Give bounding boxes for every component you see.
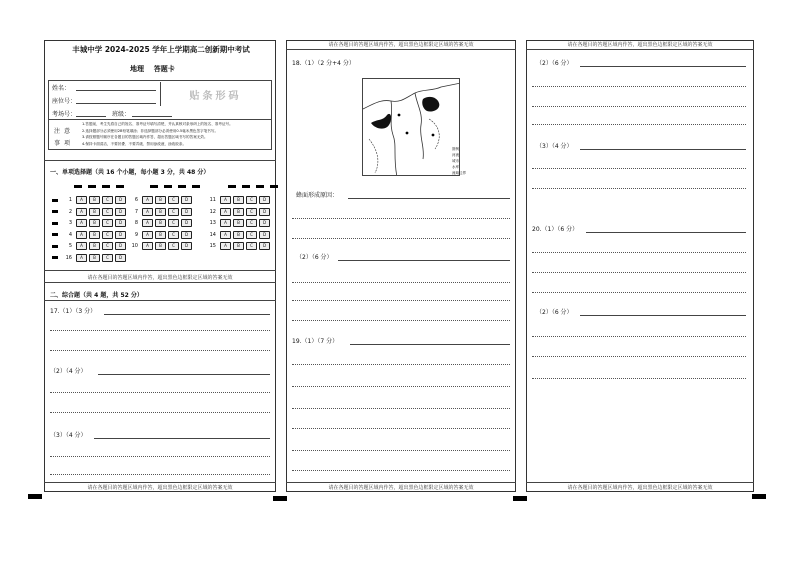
answer-bubble-d[interactable]: D (115, 254, 126, 262)
legend-title: 图例 (452, 147, 459, 151)
mc-question-row (52, 196, 128, 204)
answer-bubble-d[interactable]: D (181, 242, 192, 250)
row-mark (52, 222, 58, 225)
mc-question-row (206, 231, 272, 239)
legend-item: 城市 (452, 159, 459, 163)
answer-line[interactable] (292, 408, 510, 409)
answer-bubble-b[interactable]: B (155, 242, 166, 250)
answer-line[interactable] (292, 428, 510, 429)
answer-bubble-d[interactable]: D (115, 219, 126, 227)
barcode-area (160, 82, 270, 106)
card-name: 答题卡 (153, 65, 175, 73)
q18-cause-line (348, 198, 510, 199)
answer-bubble-a[interactable]: A (142, 196, 153, 204)
header-mark (116, 185, 124, 188)
answer-bubble-a[interactable]: A (220, 196, 231, 204)
mc-column-header (228, 182, 284, 190)
answer-bubble-d[interactable]: D (181, 231, 192, 239)
question-number: 5 (68, 243, 72, 249)
notice-line: 1.答题前，考生先将自己的姓名、准考证号填写清楚，并认真核对条形码上的姓名、准考证号。 (82, 122, 233, 126)
notice-lines (82, 121, 270, 147)
answer-line[interactable] (292, 238, 510, 239)
question-number: 7 (134, 208, 138, 215)
mc-divider-2 (44, 282, 276, 283)
mc-question-row (128, 196, 194, 204)
positioning-mark (513, 496, 527, 501)
answer-bubble-c[interactable]: C (246, 196, 257, 204)
answer-bubble-b[interactable]: B (89, 219, 100, 227)
answer-bubble-b[interactable]: B (233, 242, 244, 250)
mc-question-row (206, 219, 272, 227)
q19-1-line (350, 344, 510, 345)
notice-line: 3.请按照题号顺序在各题目的答题区域内作答，超出答题区域书写的答案无效。 (82, 135, 208, 139)
q18-2-label: （2）（6 分） (296, 254, 333, 261)
q17-3-line (94, 438, 270, 439)
question-number: 14 (209, 231, 216, 238)
q18-2-line (338, 260, 510, 261)
answer-line[interactable] (50, 330, 270, 331)
river-map (362, 78, 460, 176)
row-mark (52, 199, 58, 202)
answer-bubble-b[interactable]: B (155, 208, 166, 216)
mc-question-row (128, 219, 194, 227)
section1-title: 一、单项选择题（共 16 个小题，每小题 3 分，共 48 分） (50, 169, 210, 176)
answer-bubble-c[interactable]: C (102, 208, 113, 216)
answer-bubble-a[interactable]: A (142, 231, 153, 239)
school-title: 丰城中学 2024-2025 学年上学期高二创新期中考试 (72, 45, 250, 54)
notice-label-2: 事项 (54, 140, 75, 147)
positioning-mark (752, 494, 766, 499)
question-number: 3 (68, 220, 72, 226)
q19-3-line (580, 149, 746, 150)
answer-bubble-a[interactable]: A (76, 196, 87, 204)
question-number: 4 (68, 231, 72, 238)
answer-bubble-c[interactable]: C (168, 219, 179, 227)
question-number: 2 (68, 208, 72, 215)
question-number: 11 (209, 197, 216, 203)
question-number: 8 (134, 220, 138, 226)
mc-question-row (52, 208, 128, 216)
boundary-warning: 请在各题目的答题区域内作答，超出黑色边框限定区域的答案无效 (328, 42, 474, 48)
answer-line[interactable] (532, 272, 746, 273)
answer-bubble-d[interactable]: D (181, 196, 192, 204)
header-mark (256, 185, 264, 188)
notice-line: 4.保持卡面清洁，不要折叠、不要弄破、禁用涂改液，涂改胶条。 (82, 141, 187, 146)
notice-line: 2.选择题部分必须使用2B铅笔填涂；非选择题部分必须使用0.5毫米黑色签字笔书写。 (82, 128, 219, 133)
answer-bubble-b[interactable]: B (233, 208, 244, 216)
answer-line[interactable] (292, 364, 510, 365)
boundary-warning: 请在各题目的答题区域内作答，超出黑色边框限定区域的答案无效 (567, 485, 713, 491)
answer-line[interactable] (292, 300, 510, 301)
legend-item: 河流 (452, 153, 459, 157)
legend-item: 流域边界 (452, 171, 466, 175)
answer-bubble-a[interactable]: A (76, 219, 87, 227)
answer-bubble-c[interactable]: C (168, 208, 179, 216)
answer-bubble-a[interactable]: A (76, 242, 87, 250)
answer-line[interactable] (532, 86, 746, 87)
answer-bubble-a[interactable]: A (220, 208, 231, 216)
answer-bubble-d[interactable]: D (115, 208, 126, 216)
answer-bubble-b[interactable]: B (89, 208, 100, 216)
mc-question-row (206, 208, 272, 216)
q19-1-label: 19.（1）（7 分） (292, 338, 339, 345)
answer-bubble-c[interactable]: C (102, 231, 113, 239)
answer-column-3 (526, 40, 754, 492)
q17-3-label: （3）（4 分） (50, 432, 87, 439)
mc-divider (44, 270, 276, 271)
answer-bubble-d[interactable]: D (181, 219, 192, 227)
answer-bubble-d[interactable]: D (259, 242, 270, 250)
q18-cause-label: 蜂面形成原因： (296, 192, 339, 199)
answer-bubble-b[interactable]: B (89, 231, 100, 239)
map-legend (452, 146, 466, 176)
answer-bubble-b[interactable]: B (89, 254, 100, 262)
answer-bubble-c[interactable]: C (102, 196, 113, 204)
question-number: 6 (134, 197, 138, 203)
mc-question-row (206, 196, 272, 204)
header-mark (88, 185, 96, 188)
q17-1-label: 17.（1）（3 分） (50, 308, 97, 315)
q19-2-line (580, 66, 746, 67)
q20-2-label: （2）（6 分） (536, 309, 573, 316)
answer-line[interactable] (292, 470, 510, 471)
answer-line[interactable] (50, 456, 270, 457)
mc-question-row (128, 231, 194, 239)
mc-question-row (52, 254, 128, 262)
question-number: 13 (209, 220, 216, 226)
answer-bubble-a[interactable]: A (76, 231, 87, 239)
answer-bubble-a[interactable]: A (76, 208, 87, 216)
q17-2-label: （2）（4 分） (50, 368, 87, 375)
legend-item: 水库 (452, 165, 459, 169)
header-mark (228, 185, 236, 188)
boundary-warning: 请在各题目的答题区域内作答，超出黑色边框限定区域的答案无效 (567, 42, 713, 48)
row-mark (52, 233, 58, 236)
answer-bubble-a[interactable]: A (220, 231, 231, 239)
answer-bubble-b[interactable]: B (89, 196, 100, 204)
col1-footer-divider (44, 482, 276, 483)
col2-header-divider (286, 49, 516, 50)
answer-line[interactable] (532, 356, 746, 357)
answer-bubble-b[interactable]: B (155, 219, 166, 227)
q20-1-line (586, 232, 746, 233)
col3-header-divider (526, 49, 754, 50)
answer-line[interactable] (532, 106, 746, 107)
answer-line[interactable] (50, 474, 270, 475)
boundary-warning: 请在各题目的答题区域内作答，超出黑色边框限定区域的答案无效 (87, 485, 233, 491)
question-number: 9 (134, 231, 138, 238)
answer-line[interactable] (292, 282, 510, 283)
mc-column-header (150, 182, 206, 190)
answer-line[interactable] (532, 168, 746, 169)
answer-line[interactable] (532, 336, 746, 337)
answer-line[interactable] (50, 412, 270, 413)
answer-line[interactable] (292, 450, 510, 451)
answer-bubble-a[interactable]: A (76, 254, 87, 262)
question-number: 15 (209, 243, 216, 249)
answer-bubble-c[interactable]: C (246, 242, 257, 250)
answer-bubble-a[interactable]: A (220, 219, 231, 227)
header-mark (242, 185, 250, 188)
answer-bubble-b[interactable]: B (233, 196, 244, 204)
answer-bubble-d[interactable]: D (181, 208, 192, 216)
answer-line[interactable] (292, 320, 510, 321)
header-mark (164, 185, 172, 188)
notice-label-1: 注意 (54, 128, 75, 135)
answer-bubble-a[interactable]: A (142, 242, 153, 250)
answer-bubble-c[interactable]: C (102, 254, 113, 262)
q19-2-label: （2）（6 分） (536, 60, 573, 67)
answer-bubble-d[interactable]: D (115, 196, 126, 204)
exam-no-line (76, 116, 106, 117)
q20-1-label: 20.（1）（6 分） (532, 226, 579, 233)
subject-title (130, 64, 175, 74)
answer-bubble-d[interactable]: D (115, 242, 126, 250)
q17-2-line (98, 374, 270, 375)
answer-bubble-d[interactable]: D (259, 231, 270, 239)
answer-bubble-c[interactable]: C (246, 219, 257, 227)
header-mark (178, 185, 186, 188)
q19-3-label: （3）（4 分） (536, 143, 573, 150)
positioning-mark (28, 494, 42, 499)
question-number: 10 (131, 243, 138, 249)
answer-bubble-c[interactable]: C (168, 242, 179, 250)
section2-divider (44, 300, 276, 301)
mc-question-row (52, 231, 128, 239)
name-label: 姓名： (52, 85, 71, 92)
header-mark (150, 185, 158, 188)
header-mark (270, 185, 278, 188)
mc-question-row (52, 219, 128, 227)
answer-bubble-a[interactable]: A (142, 208, 153, 216)
answer-line[interactable] (292, 218, 510, 219)
boundary-warning: 请在各题目的答题区域内作答，超出黑色边框限定区域的答案无效 (328, 485, 474, 491)
class-line (132, 116, 172, 117)
col3-footer-divider (526, 482, 754, 483)
answer-line[interactable] (50, 392, 270, 393)
mc-column-header (74, 182, 130, 190)
row-mark (52, 256, 58, 259)
seat-line (76, 103, 156, 104)
answer-line[interactable] (532, 378, 746, 379)
header-mark (192, 185, 200, 188)
answer-bubble-c[interactable]: C (246, 208, 257, 216)
q17-1-line (104, 314, 270, 315)
answer-line[interactable] (532, 252, 746, 253)
barcode-label: 贴条形码 (189, 90, 242, 102)
exam-no-label: 考场号： (52, 111, 77, 118)
answer-bubble-a[interactable]: A (142, 219, 153, 227)
answer-line[interactable] (532, 188, 746, 189)
section2-title: 二、综合题（共 4 题，共 52 分） (50, 292, 143, 299)
answer-bubble-b[interactable]: B (233, 231, 244, 239)
answer-bubble-b[interactable]: B (233, 219, 244, 227)
row-mark (52, 245, 58, 248)
mc-question-row (206, 242, 272, 250)
answer-bubble-b[interactable]: B (155, 231, 166, 239)
answer-bubble-b[interactable]: B (89, 242, 100, 250)
positioning-mark (273, 496, 287, 501)
answer-bubble-d[interactable]: D (115, 231, 126, 239)
class-label: 班级： (112, 111, 131, 118)
answer-bubble-c[interactable]: C (246, 231, 257, 239)
question-number: 12 (209, 208, 216, 215)
mc-question-row (52, 242, 128, 250)
answer-bubble-d[interactable]: D (259, 196, 270, 204)
header-mark (102, 185, 110, 188)
name-line (76, 90, 156, 91)
section1-divider (44, 160, 276, 161)
answer-bubble-b[interactable]: B (155, 196, 166, 204)
answer-bubble-d[interactable]: D (259, 208, 270, 216)
mc-question-row (128, 242, 194, 250)
answer-line[interactable] (292, 386, 510, 387)
answer-bubble-c[interactable]: C (168, 231, 179, 239)
mc-question-row (128, 208, 194, 216)
header-mark (74, 185, 82, 188)
river-map-drawing (363, 79, 460, 176)
answer-bubble-c[interactable]: C (102, 242, 113, 250)
subject-name: 地理 (130, 65, 144, 73)
question-number: 1 (68, 197, 72, 203)
q18-1-label: 18.（1）（2 分+4 分） (292, 60, 355, 67)
seat-label: 座位号： (52, 98, 77, 105)
answer-line[interactable] (50, 350, 270, 351)
answer-bubble-c[interactable]: C (102, 219, 113, 227)
answer-bubble-a[interactable]: A (220, 242, 231, 250)
answer-line[interactable] (532, 292, 746, 293)
answer-bubble-c[interactable]: C (168, 196, 179, 204)
row-mark (52, 210, 58, 213)
answer-bubble-d[interactable]: D (259, 219, 270, 227)
boundary-warning: 请在各题目的答题区域内作答，超出黑色边框限定区域的答案无效 (87, 275, 233, 281)
answer-line[interactable] (532, 124, 746, 125)
col2-footer-divider (286, 482, 516, 483)
q20-2-line (580, 315, 746, 316)
question-number: 16 (65, 254, 72, 261)
